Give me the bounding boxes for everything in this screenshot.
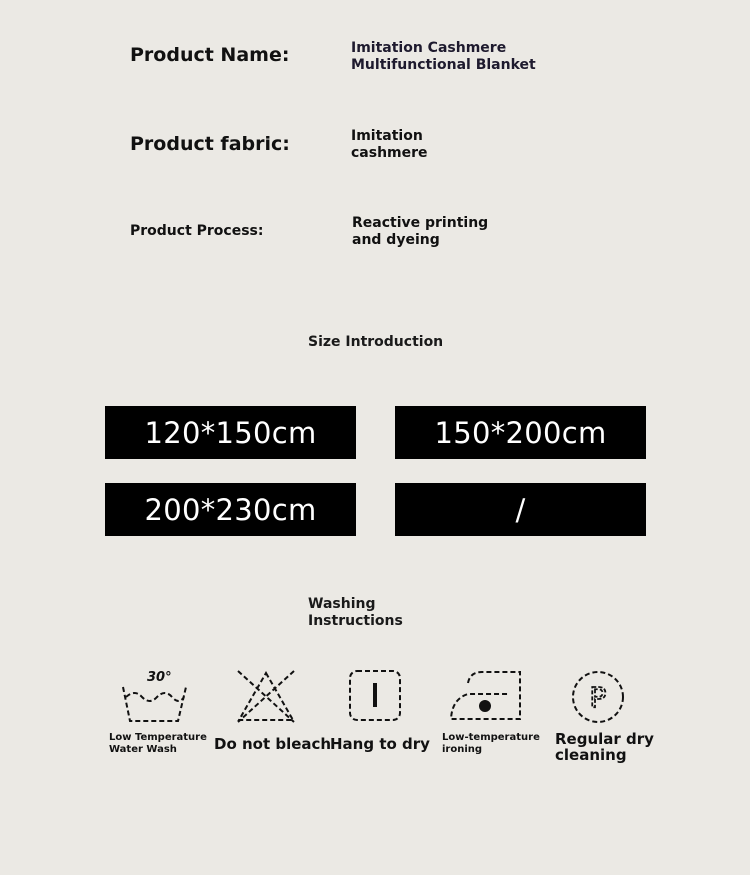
hang-dry-icon xyxy=(348,669,404,723)
washing-title-line: Instructions xyxy=(308,613,403,629)
wash-caption xyxy=(109,732,207,756)
dry-clean-caption-line: Regular dry xyxy=(555,730,654,748)
wash-temp-label: 30° xyxy=(147,670,172,685)
product-fabric-value-line: cashmere xyxy=(351,145,428,161)
product-process-value-line: Reactive printing xyxy=(352,215,489,231)
washing-title-line: Washing xyxy=(308,596,376,612)
washing-instructions-title xyxy=(308,596,403,630)
product-name-value xyxy=(351,40,536,74)
iron-caption xyxy=(442,732,540,756)
product-name-value-line: Multifunctional Blanket xyxy=(351,57,536,73)
product-process-label: Product Process: xyxy=(130,223,264,239)
dry-clean-caption-line: cleaning xyxy=(555,746,627,764)
iron-caption-line: Low-temperature xyxy=(442,732,540,743)
size-box-empty: / xyxy=(395,483,646,536)
product-fabric-value-line: Imitation xyxy=(351,128,423,144)
no-bleach-caption: Do not bleach xyxy=(214,735,332,753)
size-box-120x150: 120*150cm xyxy=(105,406,356,459)
product-process-value xyxy=(352,215,488,249)
product-fabric-value xyxy=(351,128,428,162)
wash-caption-line: Low Temperature xyxy=(109,732,207,743)
hang-dry-caption: Hang to dry xyxy=(330,735,430,753)
size-box-200x230: 200*230cm xyxy=(105,483,356,536)
size-box-150x200: 150*200cm xyxy=(395,406,646,459)
iron-caption-line: ironing xyxy=(442,744,483,755)
wash-caption-line: Water Wash xyxy=(109,744,177,755)
dry-clean-p-icon xyxy=(570,669,626,725)
product-fabric-label: Product fabric: xyxy=(130,133,290,155)
no-bleach-icon xyxy=(235,669,297,724)
product-name-label: Product Name: xyxy=(130,44,290,66)
low-temp-iron-icon xyxy=(448,669,524,721)
dry-clean-caption xyxy=(555,731,654,763)
product-process-value-line: and dyeing xyxy=(352,232,440,248)
product-name-value-line: Imitation Cashmere xyxy=(351,40,507,56)
wash-tub-30-icon xyxy=(120,667,190,725)
dry-clean-symbol: P xyxy=(589,681,607,714)
size-introduction-title: Size Introduction xyxy=(308,334,444,350)
